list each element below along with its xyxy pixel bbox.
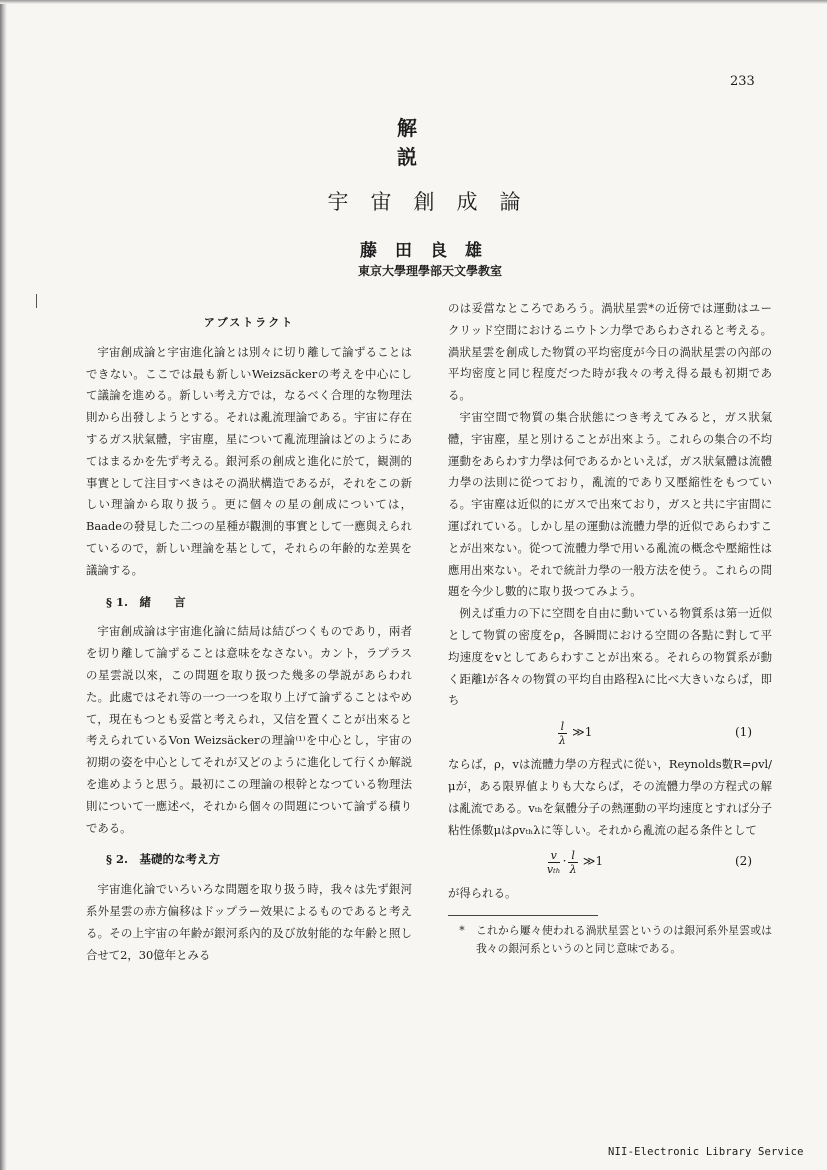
equation-2-numerator-1: v	[548, 849, 560, 863]
footnote-rule	[448, 915, 598, 916]
author-affiliation: 東京大學理學部天文學教室	[357, 264, 502, 278]
section-1-heading: § 1. 緒 言	[106, 594, 186, 609]
equation-1-operator: ≫1	[572, 725, 593, 740]
right-paragraph-5: が得られる。	[448, 886, 517, 901]
equation-2-fraction-1	[547, 849, 561, 876]
equation-1-fraction	[558, 720, 568, 747]
right-column	[448, 298, 772, 958]
right-paragraph-2: 宇宙空間で物質の集合狀態につき考えてみると，ガス狀氣體，宇宙塵，星と別けることが出來よう。これらの集合の不均運動をあらわす力學は何であるかといえば，ガス狀氣體は流體力學の法則に從つており，亂流的であり又壓縮性をもつている。宇宙塵は近似的にガスで出來ており，ガスと共に宇宙間に運ばれている。しかし星の運動は流體力學的近似であらわすことが出來ない。從つて流體力學で用いる亂流の概念や壓縮性は應用出來ない。それで統計力學の一般方法を使う。これらの問題を今少し數的に取り扱つてみよう。	[448, 409, 772, 599]
equation-1-numerator: l	[558, 720, 568, 734]
scan-top-edge	[0, 0, 827, 4]
right-paragraph-1: のは妥當なところであろう。渦狀星雲*の近傍では運動はユークリッド空間におけるニウトン力學であらわされると考える。渦狀星雲を創成した物質の平均密度が今日の渦狀星雲の內部の平均密度と同じ程度だつた時が我々の考え得る最も初期である。	[448, 301, 772, 403]
equation-2-fraction-2	[568, 849, 578, 876]
equation-2-dot: ·	[562, 854, 567, 869]
right-paragraph-4: ならば，ρ，vは流體力學の方程式に從い，Reynolds數R=ρvl/μが，ある限界値よりも大ならば，その流體力學の方程式の解は亂流である。vₜₕを氣體分子の熱運動の平均速度とすれば分子粘性係數μはρvₜₕλに等しい。それから亂流の起る条件として	[448, 757, 772, 837]
section-kicker: 解 説	[397, 116, 489, 169]
page-number: 233	[730, 74, 755, 89]
equation-1-number: (1)	[735, 725, 752, 740]
section-2-text: 宇宙進化論でいろいろな問題を取り扱う時，我々は先ず銀河系外星雲の赤方偏移はドップラー效果によるものであると考える。その上宇宙の年齢が銀河系內的及び放射能的な年齢と照し合せて2，30億年とみる	[86, 882, 412, 962]
footnote-mark: *	[459, 924, 465, 938]
equation-2-number: (2)	[735, 854, 752, 869]
author-name: 藤田良雄	[360, 241, 500, 261]
abstract-heading: アブストラクト	[203, 316, 295, 329]
equation-2-body	[448, 849, 700, 876]
equation-1-body	[448, 720, 700, 747]
equation-2-denominator-2: λ	[569, 862, 577, 876]
library-service-footer: NII-Electronic Library Service	[608, 1146, 804, 1158]
abstract-text: 宇宙創成論と宇宙進化論とは別々に切り離して論ずることはできない。ここでは最も新しいWeizsäckerの考えを中心にして議論を進める。新しい考え方では，なるべく合理的な物理法則から出發しようとする。それは亂流理論である。宇宙に存在するガス狀氣體，宇宙塵，星について亂流理論はどのようにあてはまるかを先ず考える。銀河系の創成と進化に於て，観測的事實として注目すべきはその渦狀構造であるが，それをこの新しい理論から取り扱う。更に個々の星の創成については，Baadeの發見した二つの星種が觀測的事實として一應與えられているので，新しい理論を基として，それらの年齢的な差異を議論する。	[86, 344, 412, 577]
equation-2-operator: ≫1	[582, 854, 604, 869]
footnote-text: これから屢々使われる渦狀星雲というのは銀河系外星雲或は我々の銀河系というのと同じ意味である。	[476, 924, 772, 956]
equation-1-denominator: λ	[558, 733, 566, 747]
section-2-heading: § 2. 基礎的な考え方	[106, 852, 221, 867]
equation-2-numerator-2: l	[568, 849, 578, 863]
footnote	[448, 922, 772, 958]
article-title: 宇宙創成論	[327, 190, 543, 214]
equation-2-denominator-1: vₜₕ	[546, 862, 561, 876]
section-1-text: 宇宙創成論は宇宙進化論に結局は結びつくものであり，兩者を切り離して論ずることは意味をなさない。カント，ラプラスの星雲説以來，この問題を取り扱つた幾多の學説があらわれた。此處ではそれ等の一つ一つを取り上げて論ずることはやめて，現在もつとも妥當と考えられ，又信を置くことが出來ると考えられているVon Weizsäckerの理論⁽¹⁾を中心とし，宇宙の初期の姿を中心としてそれが又どのように進化して行くか解説を進めようと思う。最初にこの理論の根幹となつている物理法則について一應述べ，それから個々の問題について論ずる積りである。	[86, 624, 412, 835]
scan-left-edge	[0, 0, 7, 1170]
right-paragraph-3: 例えば重力の下に空間を自由に動いている物質系は第一近似として物質の密度をρ，各瞬間における空間の各點に對して平均速度をvとしてあらわすことが出來る。それらの物質系が動く距離lが各々の物質の平均自由路程λに比べ大きいならば，即ち	[448, 606, 772, 708]
equation-1	[448, 714, 772, 752]
margin-mark	[36, 294, 37, 308]
equation-2	[448, 843, 772, 881]
left-column	[86, 312, 412, 966]
